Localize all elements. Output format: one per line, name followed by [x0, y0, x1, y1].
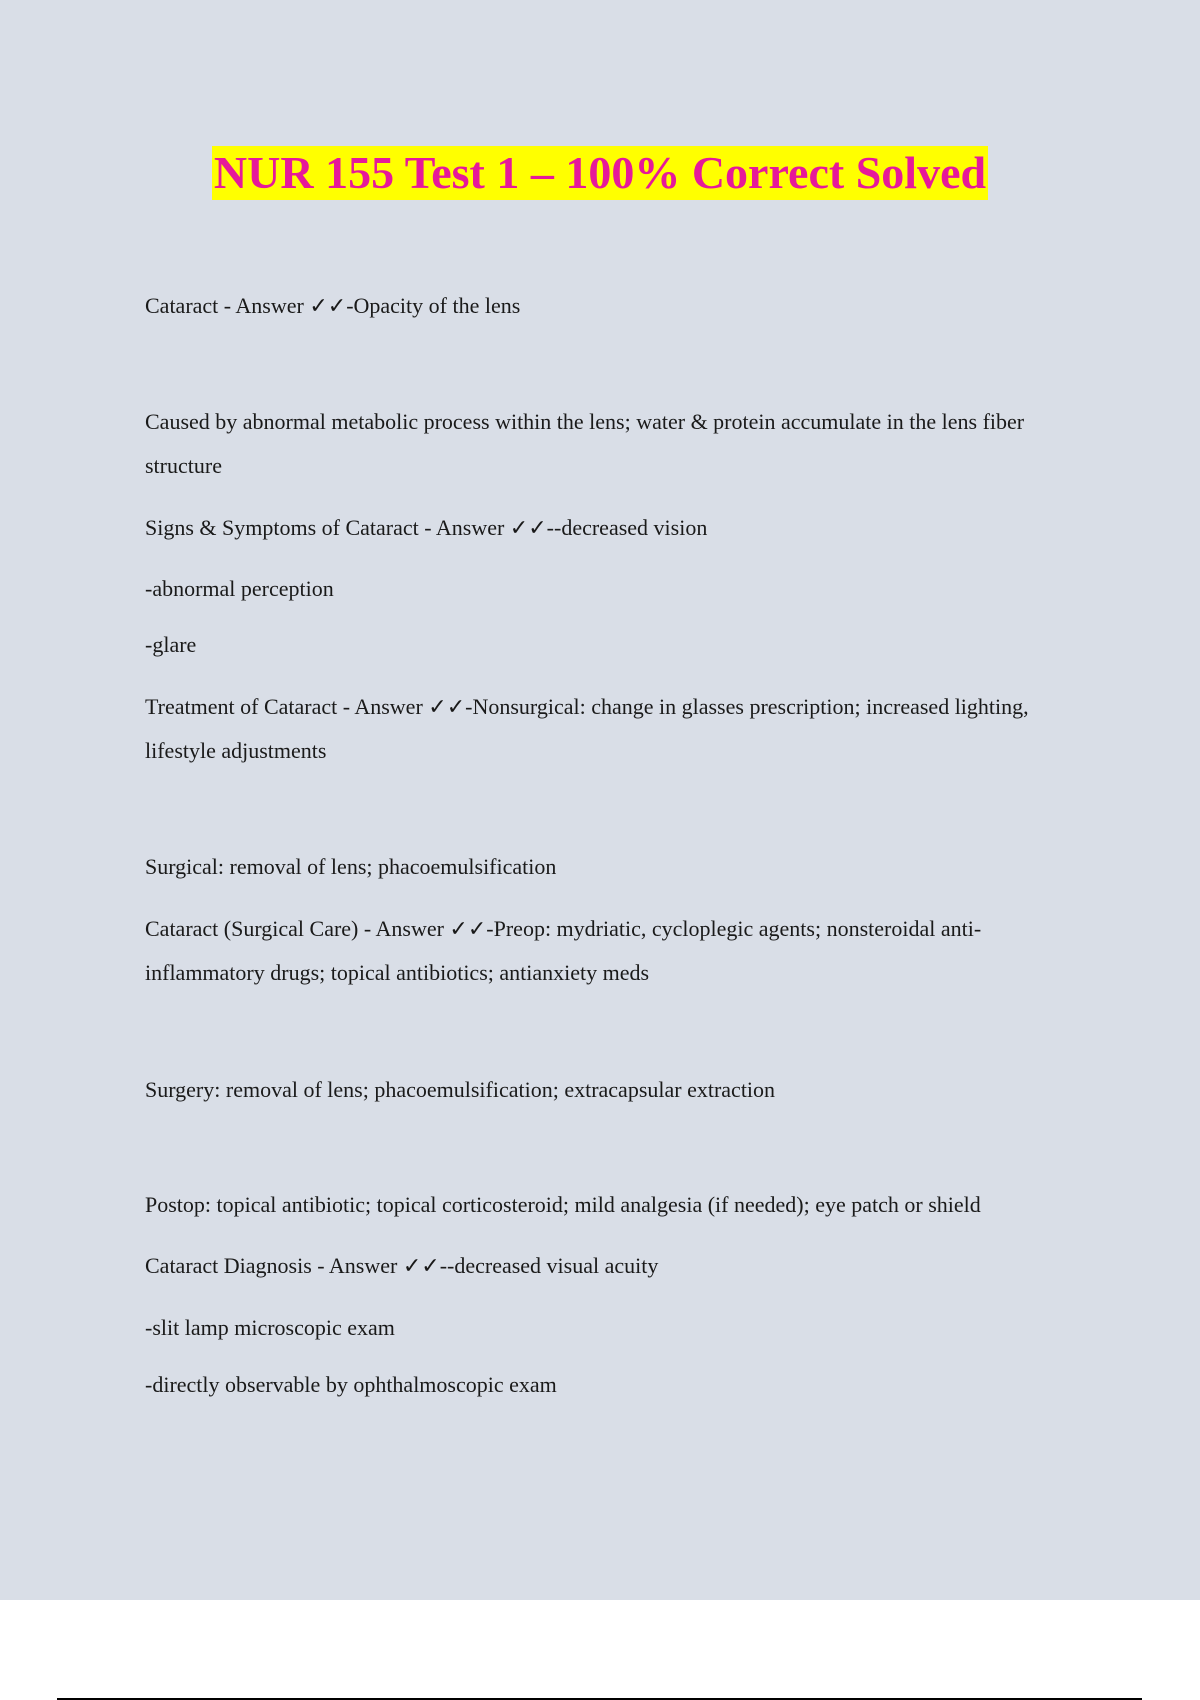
qa-line-slit-lamp: -slit lamp microscopic exam	[145, 1315, 395, 1340]
qa-line-postop: Postop: topical antibiotic; topical corticosteroid; mild analgesia (if needed); eye patch or shield	[145, 1192, 981, 1217]
qa-line-cataract-cause: Caused by abnormal metabolic process within the lens; water & protein accumulate in the lens fiber structure	[145, 409, 1025, 478]
qa-line-surgery: Surgery: removal of lens; phacoemulsification; extracapsular extraction	[145, 1077, 776, 1102]
qa-line-surgical-care: Cataract (Surgical Care) - Answer ✓✓-Preop: mydriatic, cycloplegic agents; nonsteroidal anti-inflammatory drugs; topical antibiotics; antianxiety meds	[145, 916, 982, 985]
qa-line-diagnosis: Cataract Diagnosis - Answer ✓✓--decreased visual acuity	[145, 1253, 659, 1278]
title-wrap	[0, 146, 1200, 200]
qa-line-signs-symptoms: Signs & Symptoms of Cataract - Answer ✓✓--decreased vision	[145, 515, 708, 540]
qa-line-ophthalmoscopic: -directly observable by ophthalmoscopic exam	[145, 1372, 557, 1397]
document-title: NUR 155 Test 1 – 100% Correct Solved	[213, 147, 987, 198]
qa-line-treatment: Treatment of Cataract - Answer ✓✓-Nonsurgical: change in glasses prescription; increased lighting, lifestyle adjustments	[145, 694, 1029, 763]
qa-line-cataract: Cataract - Answer ✓✓-Opacity of the lens	[145, 293, 521, 318]
qa-line-surgical: Surgical: removal of lens; phacoemulsification	[145, 854, 557, 879]
qa-line-abnormal-perception: -abnormal perception	[145, 576, 334, 601]
qa-line-glare: -glare	[145, 632, 197, 657]
